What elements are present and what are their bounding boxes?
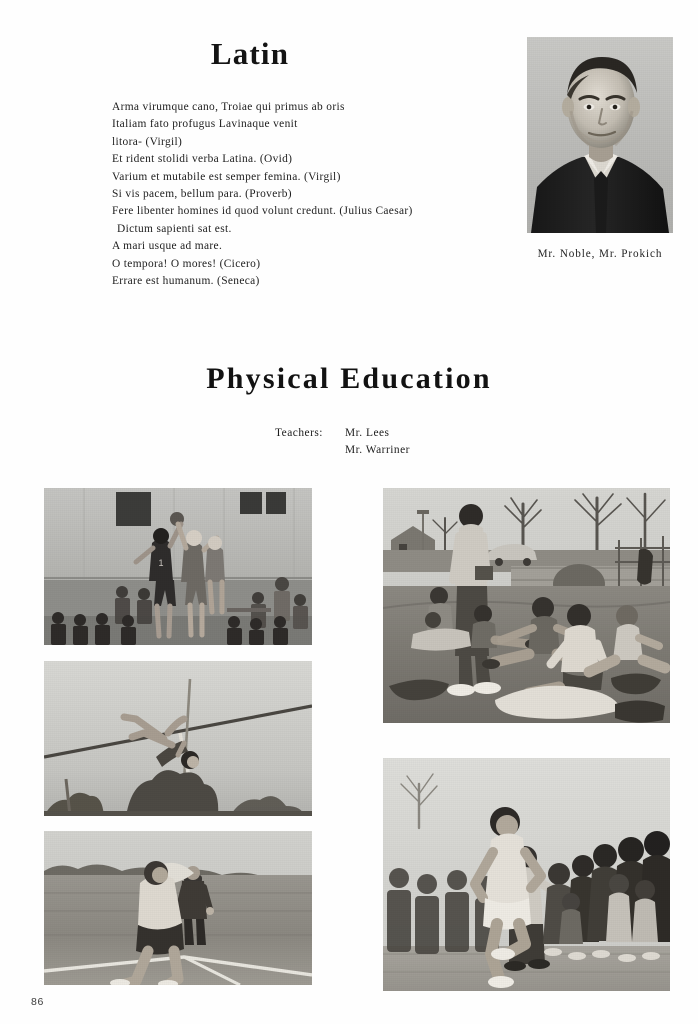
latin-quote-line: Errare est humanum. (Seneca) (112, 275, 260, 288)
basketball-jump-ball-photo (44, 488, 312, 645)
latin-section-heading: Latin (210, 36, 290, 71)
teacher-name: Mr. Lees (345, 427, 390, 439)
latin-quote-line: Fere libenter homines id quod volunt credunt. (Julius Caesar) (112, 205, 413, 218)
latin-quote-line: Arma virumque cano, Troiae qui primus ab oris (112, 101, 345, 113)
latin-quote-line: A mari usque ad mare. (112, 240, 223, 253)
latin-quote-line: Si vis pacem, bellum para. (Proverb) (112, 188, 292, 201)
teacher-name: Mr. Warriner (345, 444, 410, 456)
latin-teacher-caption: Mr. Noble, Mr. Prokich (537, 248, 663, 260)
latin-quote-line: litora- (Virgil) (112, 135, 183, 148)
track-runner-photo (383, 758, 670, 991)
physical-education-teachers (275, 425, 410, 459)
latin-teacher-portrait-photo (527, 37, 673, 233)
teachers-label: Teachers: (275, 427, 323, 439)
physical-education-heading: Physical Education (206, 362, 492, 395)
teachers-label-spacer (275, 442, 345, 459)
latin-quote-line: O tempora! O mores! (Cicero) (112, 257, 261, 270)
svg-text:1: 1 (158, 558, 164, 568)
shot-put-throw-photo (44, 831, 312, 985)
page-number: 86 (31, 996, 44, 1008)
pole-vault-photo (44, 661, 312, 816)
latin-quote-line: Italiam fato profugus Lavinaque venit (112, 118, 298, 131)
teachers-row (275, 425, 410, 442)
teachers-row (275, 442, 410, 459)
latin-quote-line: Dictum sapienti sat est. (117, 222, 232, 235)
latin-quote-line: Varium et mutabile est semper femina. (Virgil) (112, 170, 341, 183)
latin-quotes-block (112, 99, 502, 290)
students-on-lawn-photo (383, 488, 670, 723)
latin-quote-line: Et rident stolidi verba Latina. (Ovid) (112, 153, 293, 166)
